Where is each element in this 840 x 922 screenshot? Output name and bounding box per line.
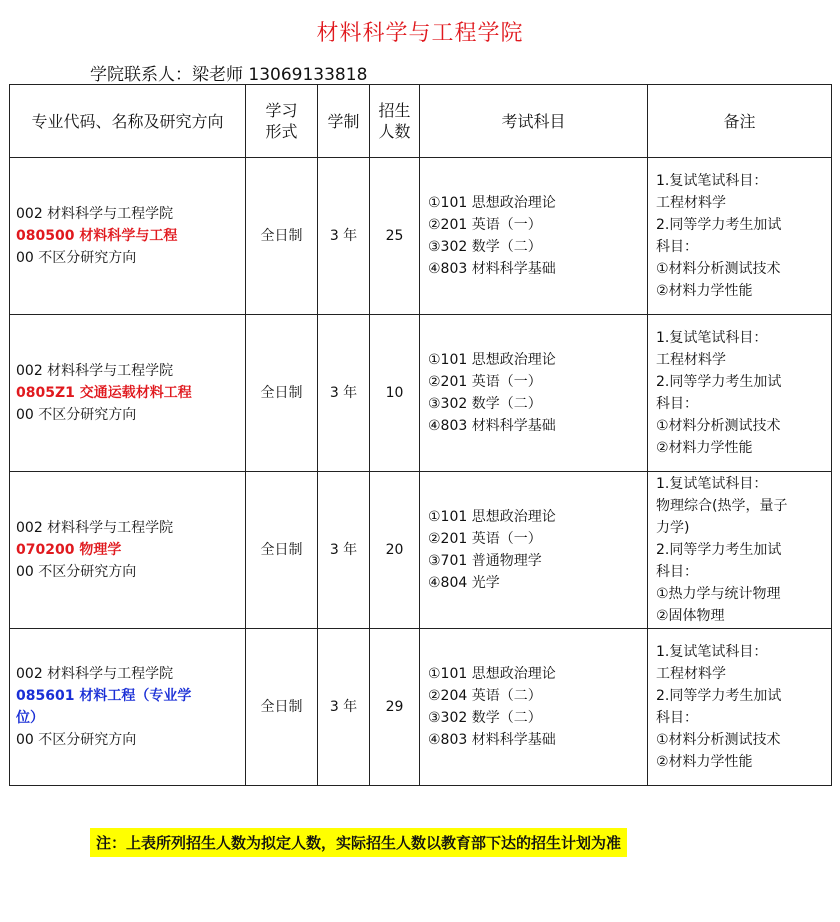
- study-form-cell: 全日制: [246, 472, 318, 629]
- college-name: 002 材料科学与工程学院: [16, 363, 174, 379]
- exam-cell: [420, 472, 648, 629]
- header-enroll-line2: 人数: [378, 122, 411, 141]
- note-line: 工程材料学: [656, 352, 726, 368]
- college-name: 002 材料科学与工程学院: [16, 520, 174, 536]
- header-study-form-line1: 学习: [265, 101, 298, 120]
- note-cell: [648, 629, 832, 786]
- note-line: 科目：: [656, 564, 698, 580]
- table-row: [10, 472, 832, 629]
- exam-cell: [420, 629, 648, 786]
- exam-item: ①101 思想政治理论: [428, 509, 556, 525]
- note-cell: [648, 158, 832, 315]
- note-line: 科目：: [656, 396, 698, 412]
- note-line: 2.同等学力考生加试: [656, 542, 782, 558]
- table-row: [10, 629, 832, 786]
- exam-item: ①101 思想政治理论: [428, 352, 556, 368]
- note-line: 力学): [656, 520, 690, 536]
- note-line: 工程材料学: [656, 195, 726, 211]
- exam-item: ③701 普通物理学: [428, 553, 542, 569]
- note-line: ②材料力学性能: [656, 440, 753, 456]
- note-line: ①材料分析测试技术: [656, 418, 781, 434]
- exam-item: ②204 英语（二）: [428, 688, 542, 704]
- research-direction: 00 不区分研究方向: [16, 407, 137, 423]
- duration-cell: 3 年: [318, 472, 370, 629]
- note-line: ①材料分析测试技术: [656, 261, 781, 277]
- exam-cell: [420, 315, 648, 472]
- table-header-row: [10, 85, 832, 158]
- duration-cell: 3 年: [318, 629, 370, 786]
- exam-item: ③302 数学（二）: [428, 396, 542, 412]
- study-form-cell: 全日制: [246, 158, 318, 315]
- major-code-name: 070200 物理学: [16, 542, 122, 558]
- header-study-form-line2: 形式: [265, 122, 298, 141]
- note-line: 工程材料学: [656, 666, 726, 682]
- exam-item: ④803 材料科学基础: [428, 418, 556, 434]
- major-code-name-continued: 位）: [16, 710, 44, 726]
- major-cell: [10, 472, 246, 629]
- exam-item: ①101 思想政治理论: [428, 195, 556, 211]
- note-cell: [648, 472, 832, 629]
- enroll-count-cell: 29: [370, 629, 420, 786]
- note-line: 2.同等学力考生加试: [656, 217, 782, 233]
- note-line: 2.同等学力考生加试: [656, 374, 782, 390]
- enroll-count-cell: 25: [370, 158, 420, 315]
- contact-line: 学院联系人：梁老师 13069133818: [90, 65, 368, 85]
- header-exam: 考试科目: [420, 85, 648, 158]
- research-direction: 00 不区分研究方向: [16, 564, 137, 580]
- page-title: 材料科学与工程学院: [316, 21, 524, 46]
- note-line: 科目：: [656, 239, 698, 255]
- exam-item: ①101 思想政治理论: [428, 666, 556, 682]
- header-study-form: [246, 85, 318, 158]
- note-line: ②材料力学性能: [656, 754, 753, 770]
- exam-item: ④803 材料科学基础: [428, 261, 556, 277]
- table-row: [10, 158, 832, 315]
- header-enroll-line1: 招生: [378, 101, 411, 120]
- exam-item: ②201 英语（一）: [428, 531, 542, 547]
- note-line: 物理综合(热学，量子: [656, 498, 788, 514]
- table-row: [10, 315, 832, 472]
- header-major: 专业代码、名称及研究方向: [10, 85, 246, 158]
- research-direction: 00 不区分研究方向: [16, 732, 137, 748]
- note-line: ①材料分析测试技术: [656, 732, 781, 748]
- study-form-cell: 全日制: [246, 315, 318, 472]
- note-line: ②材料力学性能: [656, 283, 753, 299]
- major-code-name: 0805Z1 交通运载材料工程: [16, 385, 192, 401]
- exam-item: ③302 数学（二）: [428, 239, 542, 255]
- college-name: 002 材料科学与工程学院: [16, 666, 174, 682]
- admission-table: [9, 84, 832, 786]
- exam-item: ④803 材料科学基础: [428, 732, 556, 748]
- note-line: 1.复试笔试科目：: [656, 644, 768, 660]
- note-line: 1.复试笔试科目：: [656, 173, 768, 189]
- duration-cell: 3 年: [318, 158, 370, 315]
- research-direction: 00 不区分研究方向: [16, 250, 137, 266]
- duration-cell: 3 年: [318, 315, 370, 472]
- header-enroll: [370, 85, 420, 158]
- enroll-count-cell: 20: [370, 472, 420, 629]
- note-line: 1.复试笔试科目：: [656, 476, 768, 492]
- note-line: 科目：: [656, 710, 698, 726]
- study-form-cell: 全日制: [246, 629, 318, 786]
- exam-item: ②201 英语（一）: [428, 217, 542, 233]
- footer-note: 注：上表所列招生人数为拟定人数，实际招生人数以教育部下达的招生计划为准: [90, 828, 627, 857]
- major-cell: [10, 629, 246, 786]
- major-cell: [10, 315, 246, 472]
- exam-cell: [420, 158, 648, 315]
- header-note: 备注: [648, 85, 832, 158]
- exam-item: ②201 英语（一）: [428, 374, 542, 390]
- college-name: 002 材料科学与工程学院: [16, 206, 174, 222]
- note-line: 1.复试笔试科目：: [656, 330, 768, 346]
- major-code-name: 080500 材料科学与工程: [16, 228, 178, 244]
- major-code-name: 085601 材料工程（专业学: [16, 688, 192, 704]
- enroll-count-cell: 10: [370, 315, 420, 472]
- note-line: ②固体物理: [656, 608, 725, 624]
- exam-item: ④804 光学: [428, 575, 500, 591]
- note-cell: [648, 315, 832, 472]
- exam-item: ③302 数学（二）: [428, 710, 542, 726]
- note-line: ①热力学与统计物理: [656, 586, 781, 602]
- note-line: 2.同等学力考生加试: [656, 688, 782, 704]
- major-cell: [10, 158, 246, 315]
- header-duration: 学制: [318, 85, 370, 158]
